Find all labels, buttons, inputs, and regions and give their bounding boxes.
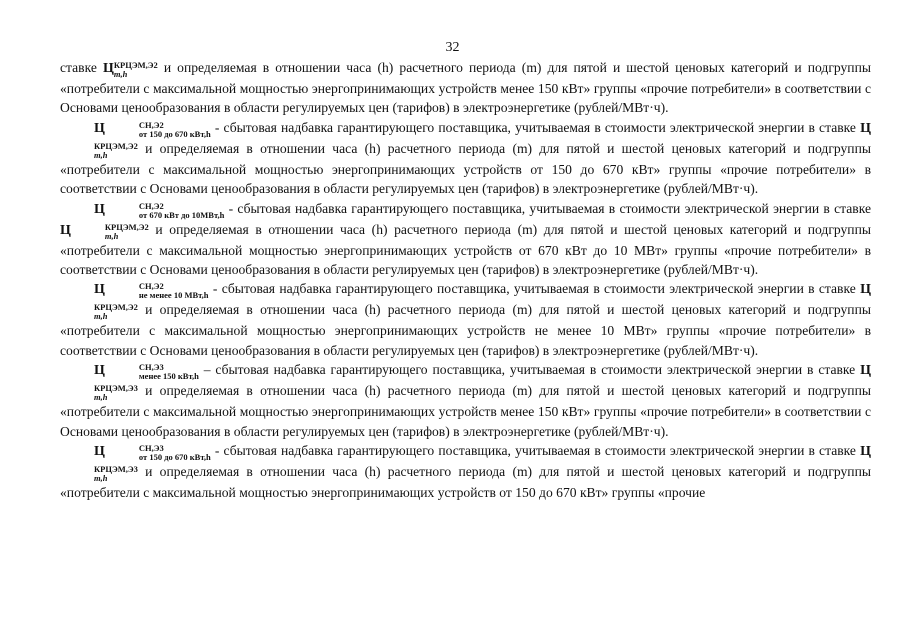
paragraph	[60, 279, 871, 360]
symbol-superscript: СН,Э2	[138, 119, 164, 130]
symbol-indices	[60, 303, 138, 321]
symbol-subscript: m,h	[94, 311, 108, 322]
symbol-subscript: не менее 10 МВт,h	[138, 290, 209, 301]
symbol-subscript: менее 150 кВт,h	[138, 371, 199, 382]
symbol-indices	[60, 384, 138, 402]
tariff-symbol: Ц	[860, 444, 871, 460]
paragraph-text: - сбытовая надбавка гарантирующего поставщика, учитываемая в стоимости электрической энергии в ставке	[224, 200, 871, 216]
symbol-subscript: m,h	[113, 69, 128, 79]
symbol-superscript: КРЦЭМ,Э3	[94, 464, 138, 475]
paragraph-text: и определяемая в отношении часа (h) расчетного периода (m) для пятой и шестой ценовых категорий и подгруппы «потребители с максимальной мощностью энергопринимающих устройств от 150 до 670 кВт» группы «прочие потребители» в соответствии с Основами ценообразования в области регулируемых цен (тарифов) в электроэнергетике (рублей/МВт·ч).	[60, 140, 871, 197]
symbol-subscript: от 670 кВт до 10МВт,h	[138, 209, 225, 220]
symbol-subscript: m,h	[94, 149, 108, 160]
symbol-superscript: КРЦЭМ,Э2	[94, 140, 138, 151]
symbol-indices	[60, 142, 138, 160]
paragraph-text: и определяемая в отношении часа (h) расчетного периода (m) для пятой и шестой ценовых категорий и подгруппы «потребители с максимальной мощностью энергопринимающих устройств не менее 10 МВт» группы «прочие потребители» в соответствии с Основами ценообразования в области регулируемых цен (тарифов) в электроэнергетике (рублей/МВт·ч).	[60, 302, 871, 358]
symbol-indices	[105, 282, 209, 300]
paragraph	[60, 58, 871, 118]
tariff-symbol: Ц	[94, 444, 105, 460]
symbol-superscript: КРЦЭМ,Э3	[94, 383, 138, 394]
tariff-symbol: Ц	[60, 222, 71, 238]
symbol-superscript: КРЦЭМ,Э2	[113, 60, 158, 70]
paragraph-text: - сбытовая надбавка гарантирующего поставщика, учитываемая в стоимости электрической энергии в ставке	[210, 119, 861, 135]
symbol-superscript: СН,Э2	[138, 200, 164, 211]
symbol-indices	[114, 61, 158, 79]
tariff-symbol: Ц	[94, 282, 105, 298]
symbol-superscript: СН,Э2	[138, 281, 164, 292]
tariff-symbol: Ц	[94, 201, 105, 217]
paragraph	[60, 441, 871, 502]
paragraph-text: и определяемая в отношении часа (h) расчетного периода (m) для пятой и шестой ценовых категорий и подгруппы «потребители с максимальной мощностью энергопринимающих устройств от 670 кВт до 10 МВт» группы «прочие потребители» в соответствии с Основами ценообразования в области регулируемых цен (тарифов) в электроэнергетике (рублей/МВт·ч).	[60, 221, 871, 278]
paragraph-text: ставке	[60, 60, 103, 75]
paragraph-text: - сбытовая надбавка гарантирующего поставщика, учитываемая в стоимости электрической энергии в ставке	[210, 443, 861, 459]
symbol-indices	[60, 465, 138, 483]
symbol-superscript: КРЦЭМ,Э2	[94, 302, 138, 313]
tariff-symbol: Ц	[102, 61, 114, 76]
paragraph	[60, 118, 871, 199]
tariff-symbol: Ц	[860, 363, 871, 379]
symbol-indices	[71, 223, 149, 241]
paragraph	[60, 360, 871, 441]
tariff-symbol: Ц	[94, 120, 105, 136]
symbol-subscript: m,h	[94, 473, 108, 484]
page-number: 32	[445, 40, 460, 55]
symbol-subscript: m,h	[94, 392, 108, 403]
symbol-superscript: СН,Э3	[138, 443, 164, 454]
symbol-subscript: от 150 до 670 кВт,h	[138, 452, 211, 463]
tariff-symbol: Ц	[860, 282, 871, 298]
paragraph-text: и определяемая в отношении часа (h) расчетного периода (m) для пятой и шестой ценовых категорий и подгруппы «потребители с максимальной мощностью энергопринимающих устройств от 150 до 670 кВт» группы «прочие	[60, 464, 871, 501]
symbol-subscript: m,h	[104, 230, 119, 241]
symbol-indices	[105, 444, 211, 462]
paragraph-text: и определяемая в отношении часа (h) расчетного периода (m) для пятой и шестой ценовых категорий и подгруппы «потребители с максимальной мощностью энергопринимающих устройств менее 150 кВт» группы «прочие потребители» в соответствии с Основами ценообразования в области регулируемых цен (тарифов) в электроэнергетике (рублей/МВт·ч).	[60, 383, 871, 439]
symbol-indices	[105, 202, 224, 220]
symbol-indices	[105, 363, 199, 381]
paragraph-text: - сбытовая надбавка гарантирующего поставщика, учитываемая в стоимости электрической энергии в ставке	[208, 281, 861, 297]
paragraph-text: и определяемая в отношении часа (h) расчетного периода (m) для пятой и шестой ценовых категорий и подгруппы «потребители с максимальной мощностью энергопринимающих устройств менее 150 кВт» группы «прочие потребители» в соответствии с Основами ценообразования в области регулируемых цен (тарифов) в электроэнергетике (рублей/МВт·ч).	[60, 60, 871, 116]
symbol-subscript: от 150 до 670 кВт,h	[138, 128, 211, 139]
document-body	[60, 58, 871, 502]
paragraph	[60, 199, 871, 280]
tariff-symbol: Ц	[860, 120, 871, 136]
symbol-superscript: СН,Э3	[138, 362, 164, 373]
paragraph-text: – сбытовая надбавка гарантирующего поставщика, учитываемая в стоимости электрической энергии в ставке	[198, 362, 861, 378]
symbol-indices	[105, 121, 211, 139]
tariff-symbol: Ц	[94, 363, 105, 379]
symbol-superscript: КРЦЭМ,Э2	[104, 221, 149, 232]
